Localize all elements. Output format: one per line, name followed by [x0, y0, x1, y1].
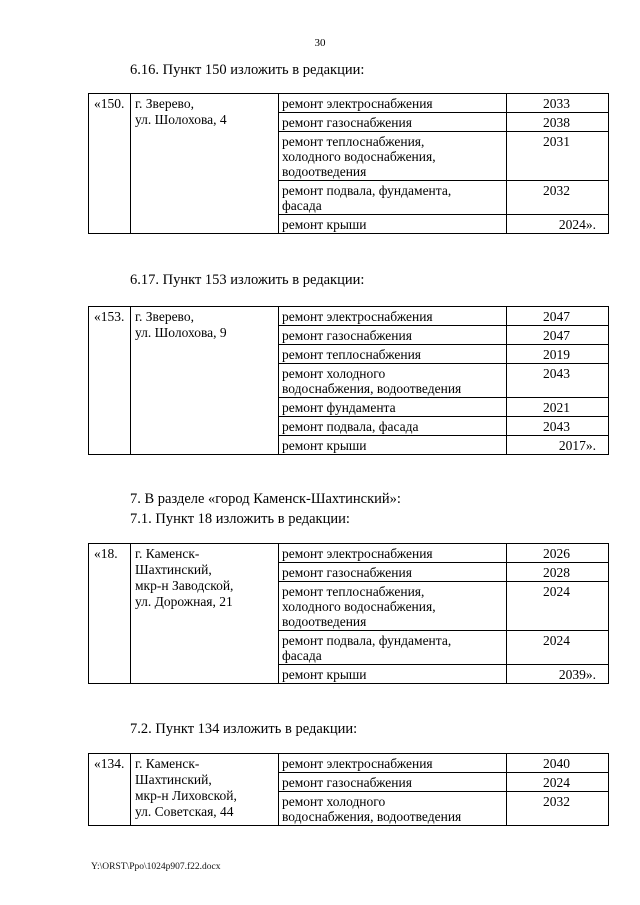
address-line: г. Каменск-	[135, 756, 200, 771]
item-number: «134.	[89, 754, 131, 826]
table-item-150	[88, 93, 609, 234]
table-row	[89, 544, 609, 563]
item-number: «150.	[89, 94, 131, 234]
work-type	[279, 417, 507, 436]
section-heading-7: 7. В разделе «город Каменск-Шахтинский»:	[130, 491, 401, 507]
work-type-line: холодного водоснабжения,	[282, 599, 436, 614]
address-line: ул. Советская, 44	[135, 804, 234, 819]
work-year: 2024	[507, 773, 609, 792]
work-type	[279, 132, 507, 181]
item-number: «153.	[89, 307, 131, 455]
section-heading-6-17: 6.17. Пункт 153 изложить в редакции:	[130, 272, 365, 288]
work-type	[279, 436, 507, 455]
page-number: 30	[314, 37, 326, 49]
work-year: 2032	[507, 792, 609, 826]
table-row	[89, 94, 609, 113]
table-row	[89, 754, 609, 773]
work-type	[279, 215, 507, 234]
work-type	[279, 754, 507, 773]
work-type	[279, 326, 507, 345]
item-address	[131, 94, 279, 234]
work-type-line: ремонт подвала, фундамента,	[282, 633, 452, 648]
work-type-line: водоотведения	[282, 164, 367, 179]
work-type-line: водоснабжения, водоотведения	[282, 381, 462, 396]
work-type-line: ремонт газоснабжения	[282, 115, 412, 130]
work-type-line: водоотведения	[282, 614, 367, 629]
work-type	[279, 544, 507, 563]
address-line: мкр-н Лиховской,	[135, 788, 237, 803]
work-type-line: ремонт крыши	[282, 667, 367, 682]
work-type	[279, 563, 507, 582]
section-heading-7-1: 7.1. Пункт 18 изложить в редакции:	[130, 511, 350, 527]
table-row	[89, 307, 609, 326]
work-type	[279, 94, 507, 113]
work-type-line: ремонт крыши	[282, 438, 367, 453]
work-year: 2043	[507, 417, 609, 436]
work-type	[279, 364, 507, 398]
work-type	[279, 631, 507, 665]
work-type-line: ремонт холодного	[282, 794, 386, 809]
item-number: «18.	[89, 544, 131, 684]
work-type	[279, 792, 507, 826]
work-year: 2024».	[507, 215, 609, 234]
work-type-line: ремонт газоснабжения	[282, 775, 412, 790]
section-heading-6-16: 6.16. Пункт 150 изложить в редакции:	[130, 62, 365, 78]
work-year: 2031	[507, 132, 609, 181]
table-item-134	[88, 753, 609, 826]
work-type	[279, 307, 507, 326]
work-year: 2024	[507, 631, 609, 665]
address-line: г. Каменск-	[135, 546, 200, 561]
work-year: 2021	[507, 398, 609, 417]
work-year: 2047	[507, 307, 609, 326]
work-year: 2017».	[507, 436, 609, 455]
work-type-line: ремонт подвала, фундамента,	[282, 183, 452, 198]
address-line: г. Зверево,	[135, 309, 194, 324]
address-line: ул. Дорожная, 21	[135, 594, 233, 609]
work-year: 2028	[507, 563, 609, 582]
address-line: ул. Шолохова, 4	[135, 112, 227, 127]
work-year: 2032	[507, 181, 609, 215]
work-type-line: ремонт фундамента	[282, 400, 396, 415]
work-type	[279, 398, 507, 417]
table-item-18	[88, 543, 609, 684]
work-type	[279, 113, 507, 132]
work-type-line: ремонт электроснабжения	[282, 96, 433, 111]
work-type-line: фасада	[282, 198, 322, 213]
work-year: 2033	[507, 94, 609, 113]
item-address	[131, 307, 279, 455]
work-year: 2038	[507, 113, 609, 132]
work-type-line: ремонт теплоснабжения	[282, 347, 422, 362]
work-type-line: фасада	[282, 648, 322, 663]
work-type-line: ремонт электроснабжения	[282, 756, 433, 771]
address-line: г. Зверево,	[135, 96, 194, 111]
work-type	[279, 181, 507, 215]
work-type	[279, 582, 507, 631]
item-address	[131, 544, 279, 684]
footer-file-path: Y:\ORST\Ppo\1024p907.f22.docx	[91, 862, 221, 872]
work-type-line: ремонт газоснабжения	[282, 328, 412, 343]
work-type-line: ремонт электроснабжения	[282, 546, 433, 561]
work-type-line: ремонт холодного	[282, 366, 386, 381]
work-year: 2026	[507, 544, 609, 563]
work-year: 2043	[507, 364, 609, 398]
address-line: ул. Шолохова, 9	[135, 325, 227, 340]
work-year: 2039».	[507, 665, 609, 684]
address-line: мкр-н Заводской,	[135, 578, 234, 593]
section-heading-7-2: 7.2. Пункт 134 изложить в редакции:	[130, 721, 358, 737]
work-type-line: ремонт подвала, фасада	[282, 419, 419, 434]
address-line: Шахтинский,	[135, 562, 212, 577]
work-type	[279, 773, 507, 792]
work-year: 2040	[507, 754, 609, 773]
address-line: Шахтинский,	[135, 772, 212, 787]
work-type-line: ремонт теплоснабжения,	[282, 134, 425, 149]
work-type-line: ремонт газоснабжения	[282, 565, 412, 580]
work-type-line: ремонт крыши	[282, 217, 367, 232]
work-year: 2047	[507, 326, 609, 345]
work-type-line: ремонт теплоснабжения,	[282, 584, 425, 599]
work-type-line: водоснабжения, водоотведения	[282, 809, 462, 824]
work-year: 2024	[507, 582, 609, 631]
work-type-line: ремонт электроснабжения	[282, 309, 433, 324]
work-year: 2019	[507, 345, 609, 364]
table-item-153	[88, 306, 609, 455]
work-type	[279, 345, 507, 364]
item-address	[131, 754, 279, 826]
work-type-line: холодного водоснабжения,	[282, 149, 436, 164]
work-type	[279, 665, 507, 684]
